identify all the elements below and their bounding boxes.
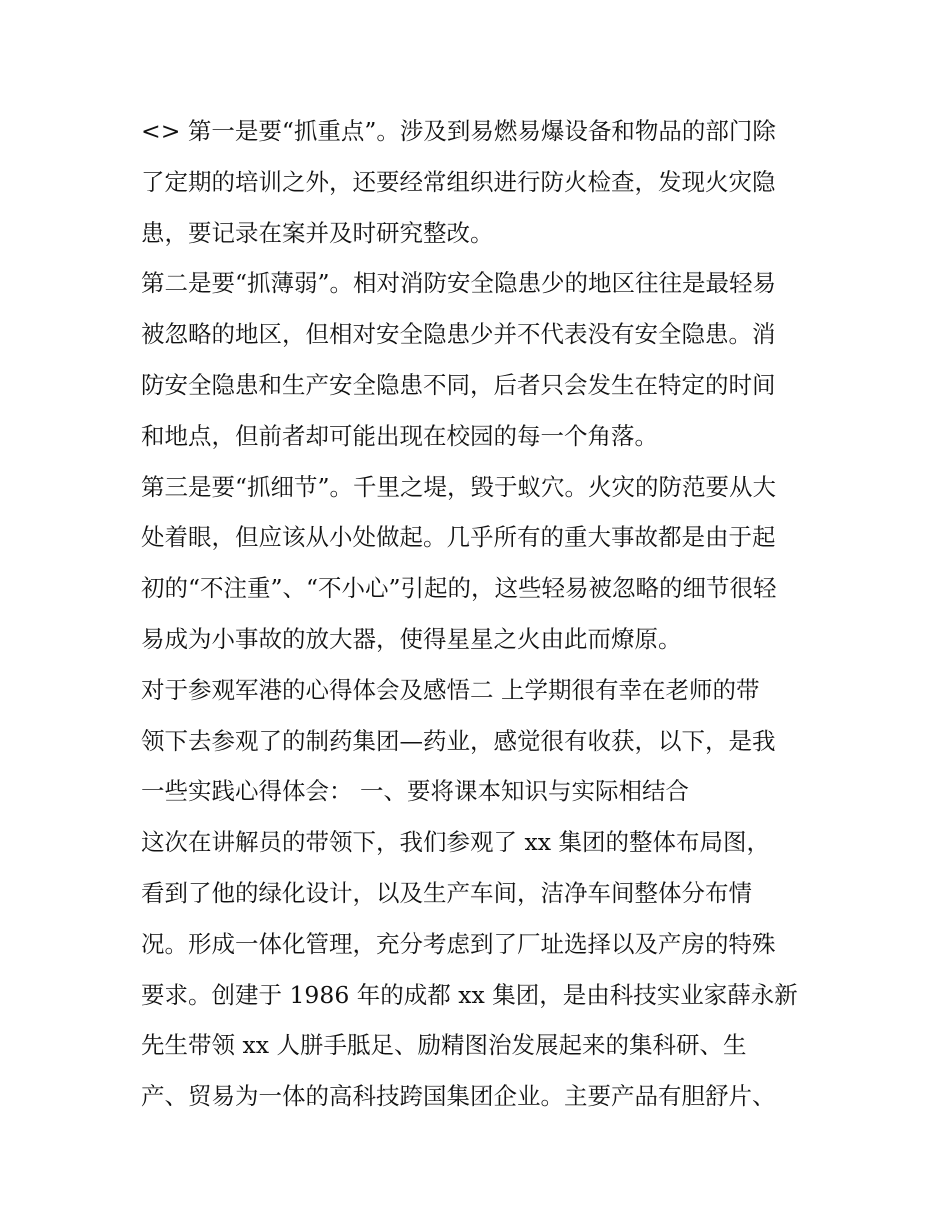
text-line: 第二是要“抓薄弱”。相对消防安全隐患少的地区往往是最轻易 xyxy=(141,269,777,298)
text-line: 领下去参观了的制药集团—药业，感觉很有收获，以下，是我 xyxy=(141,726,776,755)
text-line: 易成为小事故的放大器，使得星星之火由此而燎原。 xyxy=(141,624,682,653)
text-line: 患，要记录在案并及时研究整改。 xyxy=(141,218,494,247)
text-line: 初的“不注重”、“不小心”引起的，这些轻易被忽略的细节很轻 xyxy=(141,574,777,603)
text-line: 了定期的培训之外，还要经常组织进行防火检查，发现火灾隐 xyxy=(141,167,776,196)
text-line: 看到了他的绿化设计，以及生产车间，洁净车间整体分布情 xyxy=(141,878,752,907)
text-line: 要求。创建于 1986 年的成都 xx 集团，是由科技实业家薛永新 xyxy=(141,980,798,1009)
text-line: 产、贸易为一体的高科技跨国集团企业。主要产品有胆舒片、 xyxy=(141,1082,776,1111)
text-line: 先生带领 xx 人胼手胝足、励精图治发展起来的集科研、生 xyxy=(141,1031,747,1060)
text-line: 这次在讲解员的带领下，我们参观了 xx 集团的整体布局图， xyxy=(141,828,770,857)
document-body xyxy=(141,106,821,1122)
text-line: 和地点，但前者却可能出现在校园的每一个角落。 xyxy=(141,421,658,450)
text-line: 一些实践心得体会： 一、要将课本知识与实际相结合 xyxy=(141,777,689,806)
text-line: 防安全隐患和生产安全隐患不同，后者只会发生在特定的时间 xyxy=(141,370,776,399)
text-line: 对于参观军港的心得体会及感悟二 上学期很有幸在老师的带 xyxy=(141,675,760,704)
text-line: <> 第一是要“抓重点”。涉及到易燃易爆设备和物品的部门除 xyxy=(141,117,776,145)
text-line: 被忽略的地区，但相对安全隐患少并不代表没有安全隐患。消 xyxy=(141,320,776,349)
text-line: 况。形成一体化管理，充分考虑到了厂址选择以及产房的特殊 xyxy=(141,929,776,958)
text-line: 处着眼，但应该从小处做起。几乎所有的重大事故都是由于起 xyxy=(141,523,776,552)
text-line: 第三是要“抓细节”。千里之堤，毁于蚁穴。火灾的防范要从大 xyxy=(141,472,777,501)
